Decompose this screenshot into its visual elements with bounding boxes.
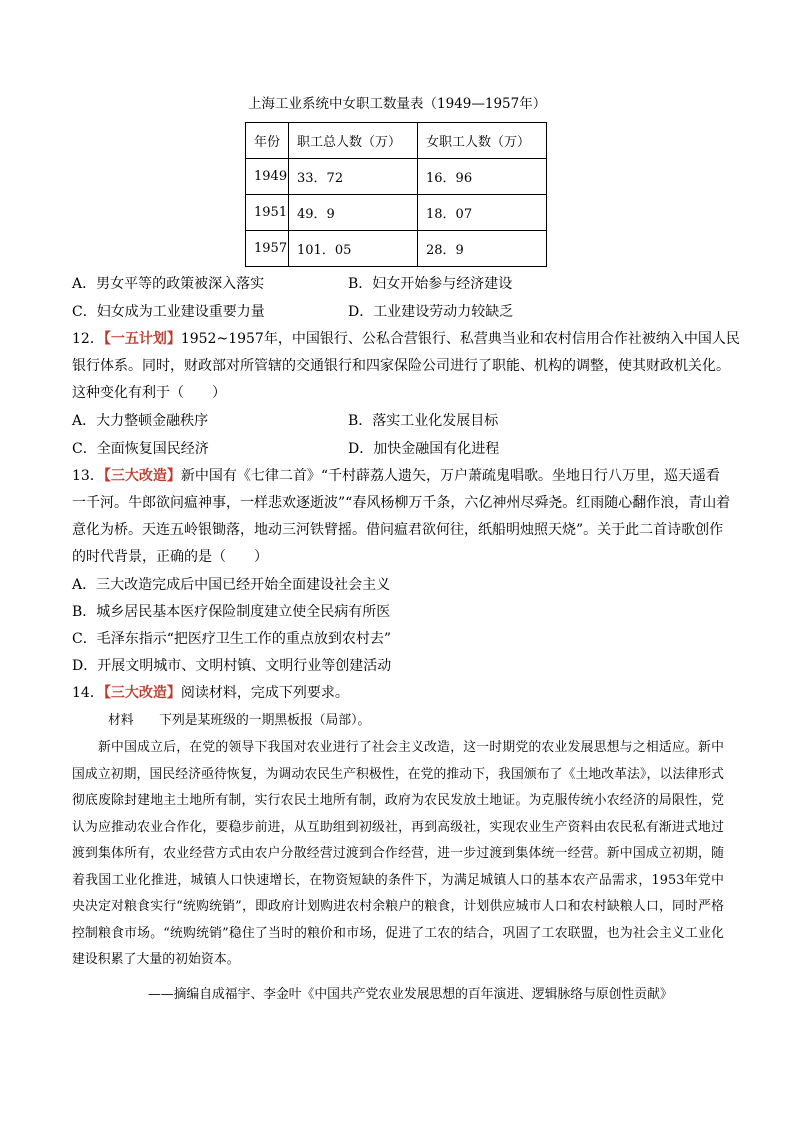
q13-option-c: C．毛泽东指示“把医疗卫生工作的重点放到农村去” — [72, 631, 392, 647]
topic-tag: 【三大改造】 — [103, 468, 181, 484]
q11-option-b: B．妇女开始参与经济建设 — [348, 276, 513, 292]
q14-stem — [72, 683, 349, 703]
table-cell: 49．9 — [289, 195, 418, 231]
q13-stem-line1 — [72, 466, 720, 486]
q11-option-d: D．工业建设劳动力较缺乏 — [348, 304, 514, 320]
table-cell: 101．05 — [289, 231, 418, 267]
table-cell: 16．96 — [418, 159, 547, 195]
q13-option-b: B．城乡居民基本医疗保险制度建立使全民病有所医 — [72, 604, 391, 620]
material-text: 新中国成立后，在党的领导下我国对农业进行了社会主义改造，这一时期党的农业发展思想与之相适应。新中国成立初期，国民经济亟待恢复，为调动农民生产积极性，在党的推动下，我国颁布了《土地改革法》，以法律形式彻底废除封建地主土地所有制，实行农民土地所有制，政府为农民发放土地证。为克服传统小农经济的局限性，党认为应推动农业合作化，要稳步前进，从互助组到初级社，再到高级社，实现农业生产资料由农民私有渐进式地过渡到集体所有，农业经营方式由农户分散经营过渡到合作经营，进一步过渡到集体统一经营。新中国成立初期，随着我国工业化推进，城镇人口快速增长，在物资短缺的条件下，为满足城镇人口的基本农产品需求，1953年党中央决定对粮食实行“统购统销”，即政府计划购进农村余粮户的粮食，计划供应城市人口和农村缺粮人口，同时严格控制粮食市场。“统购统销”稳住了当时的粮价和市场，促进了工农的结合，巩固了工农联盟，也为社会主义工业化建设积累了大量的初始资本。 — [72, 740, 724, 967]
topic-tag: 【一五计划】 — [103, 331, 181, 347]
table-row — [246, 159, 547, 195]
table-caption: 上海工业系统中女职工数量表（1949—1957年） — [248, 96, 547, 112]
q13-text: 新中国有《七律二首》“千村薜荔人遗矢，万户萧疏鬼唱歌。坐地日行八万里，巡天遥看 — [180, 468, 720, 484]
table-row — [246, 231, 547, 267]
table-cell: 28．9 — [418, 231, 547, 267]
q12-option-b: B．落实工业化发展目标 — [348, 413, 499, 429]
q12-stem-line2: 银行体系。同时，财政部对所管辖的交通银行和四家保险公司进行了职能、机构的调整，使其财政机关化。 — [72, 358, 730, 374]
table-cell: 18．07 — [418, 195, 547, 231]
q11-option-a: A．男女平等的政策被深入落实 — [72, 276, 265, 292]
q12-stem-line1 — [72, 329, 740, 349]
table-cell: 33．72 — [289, 159, 418, 195]
topic-tag: 【三大改造】 — [103, 685, 181, 701]
q12-option-c: C．全面恢复国民经济 — [72, 441, 209, 457]
q12-text: 1952~1957年，中国银行、公私合营银行、私营典当业和农村信用合作社被纳入中国人民 — [180, 331, 740, 347]
q11-option-c: C．妇女成为工业建设重要力量 — [72, 304, 265, 320]
q12-stem-line3: 这种变化有利于（ ） — [72, 385, 226, 401]
table-row — [246, 195, 547, 231]
table-header-cell: 职工总人数（万） — [289, 123, 418, 159]
question-number: 13． — [72, 468, 104, 484]
q13-stem-line2: 一千河。牛郎欲问瘟神事，一样悲欢逐逝波”“春风杨柳万千条，六亿神州尽舜尧。红雨随心翻作浪，青山着 — [72, 495, 731, 511]
table-cell: 1951 — [246, 195, 289, 231]
q13-stem-line4: 的时代背景，正确的是（ ） — [72, 549, 268, 565]
q13-stem-line3: 意化为桥。天连五岭银锄落，地动三河铁臂摇。借问瘟君欲何往，纸船明烛照天烧”。关于此二首诗歌创作 — [72, 522, 724, 538]
table-cell: 1949 — [246, 159, 289, 195]
q12-option-a: A．大力整顿金融秩序 — [72, 413, 209, 429]
material-label: 材料 下列是某班级的一期黑板报（局部）。 — [108, 713, 371, 728]
female-workers-table — [245, 122, 547, 267]
table-header-row — [246, 123, 547, 159]
question-number: 14． — [72, 685, 104, 701]
material-source: ——摘编自成福宇、李金叶《中国共产党农业发展思想的百年演进、逻辑脉络与原创性贡献》 — [148, 987, 673, 1002]
table-header-cell: 年份 — [246, 123, 289, 159]
question-number: 12． — [72, 331, 104, 347]
table-cell: 1957 — [246, 231, 289, 267]
q13-option-d: D．开展文明城市、文明村镇、文明行业等创建活动 — [72, 658, 392, 674]
q14-instruction: 阅读材料，完成下列要求。 — [180, 685, 349, 701]
table-header-cell: 女职工人数（万） — [418, 123, 547, 159]
q12-option-d: D．加快金融国有化进程 — [348, 441, 500, 457]
q13-option-a: A．三大改造完成后中国已经开始全面建设社会主义 — [72, 577, 391, 593]
